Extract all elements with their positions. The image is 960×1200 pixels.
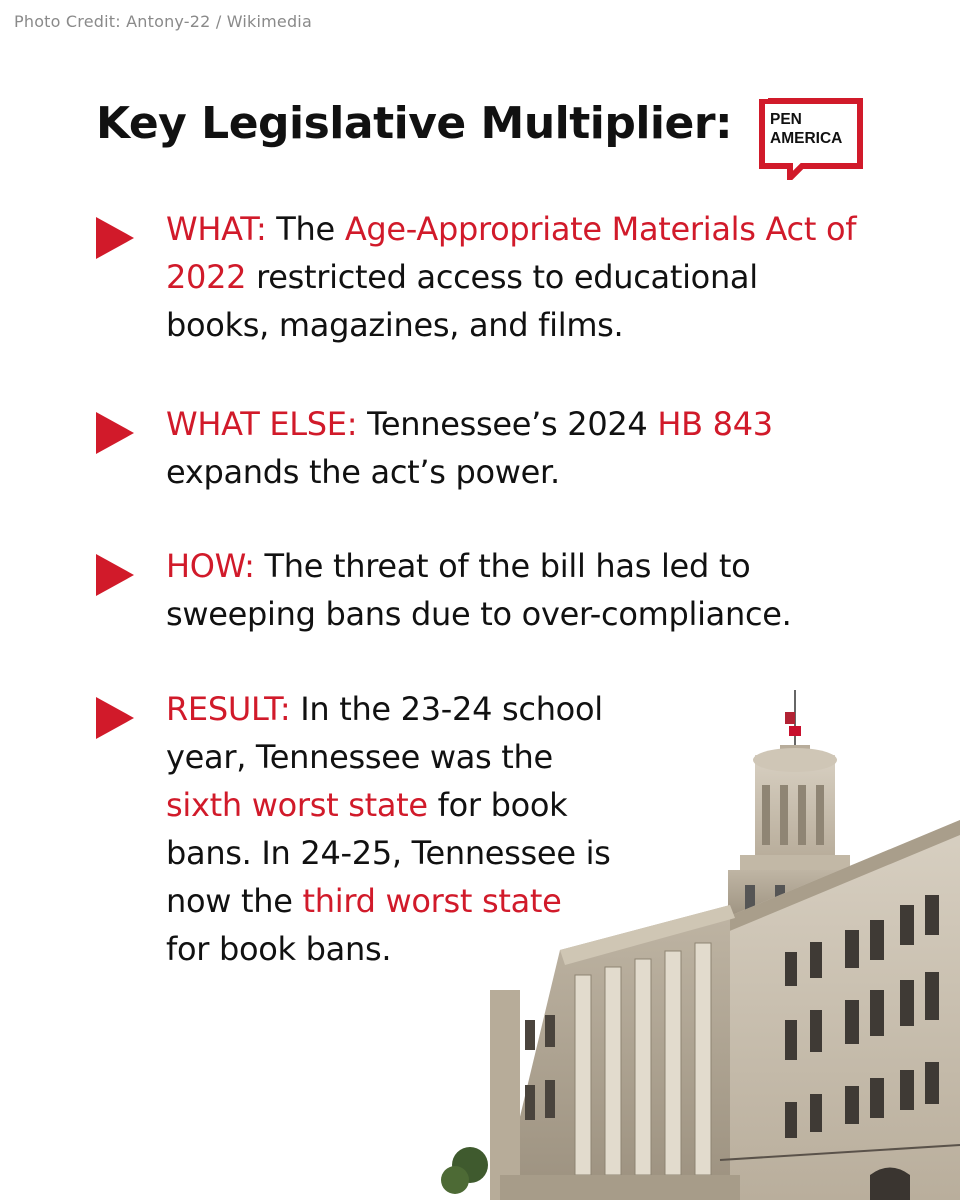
red-arrow-icon: [96, 697, 134, 739]
what-else-highlight: HB 843: [657, 405, 773, 443]
red-arrow-icon: [96, 217, 134, 259]
page-title: Key Legislative Multiplier:: [96, 98, 733, 149]
what-else-label: WHAT ELSE:: [166, 405, 358, 443]
red-arrow-icon: [96, 412, 134, 454]
how-text-1: The threat of the bill has led to sweeping bans due to over-compliance.: [166, 547, 792, 633]
logo-text-america: AMERICA: [770, 130, 843, 147]
pen-america-logo: [756, 95, 866, 180]
what-text-1: The: [266, 210, 345, 248]
photo-credit: Photo Credit: Antony-22 / Wikimedia: [14, 12, 312, 31]
logo-text-pen: PEN: [770, 111, 802, 128]
what-else-text-2: expands the act’s power.: [166, 453, 560, 491]
capitol-building-icon: [400, 690, 960, 1200]
how-label: HOW:: [166, 547, 255, 585]
result-text-5: now the: [166, 882, 303, 920]
what-else-text-1: Tennessee’s 2024: [357, 405, 658, 443]
result-highlight-2: third worst state: [302, 882, 562, 920]
red-arrow-icon: [96, 554, 134, 596]
result-text-1: In the 23-24 school: [290, 690, 603, 728]
result-text-3: for book: [427, 786, 568, 824]
result-label: RESULT:: [166, 690, 291, 728]
result-highlight-1: sixth worst state: [166, 786, 428, 824]
result-text-4: bans. In 24-25, Tennessee is: [166, 834, 611, 872]
what-label: WHAT:: [166, 210, 267, 248]
what-highlight: Age-Appropriate Materials Act of 2022: [166, 210, 857, 296]
result-text-2: year, Tennessee was the: [166, 738, 553, 776]
what-text-2: restricted access to educational books, magazines, and films.: [166, 258, 758, 344]
result-text-6: for book bans.: [166, 930, 392, 968]
